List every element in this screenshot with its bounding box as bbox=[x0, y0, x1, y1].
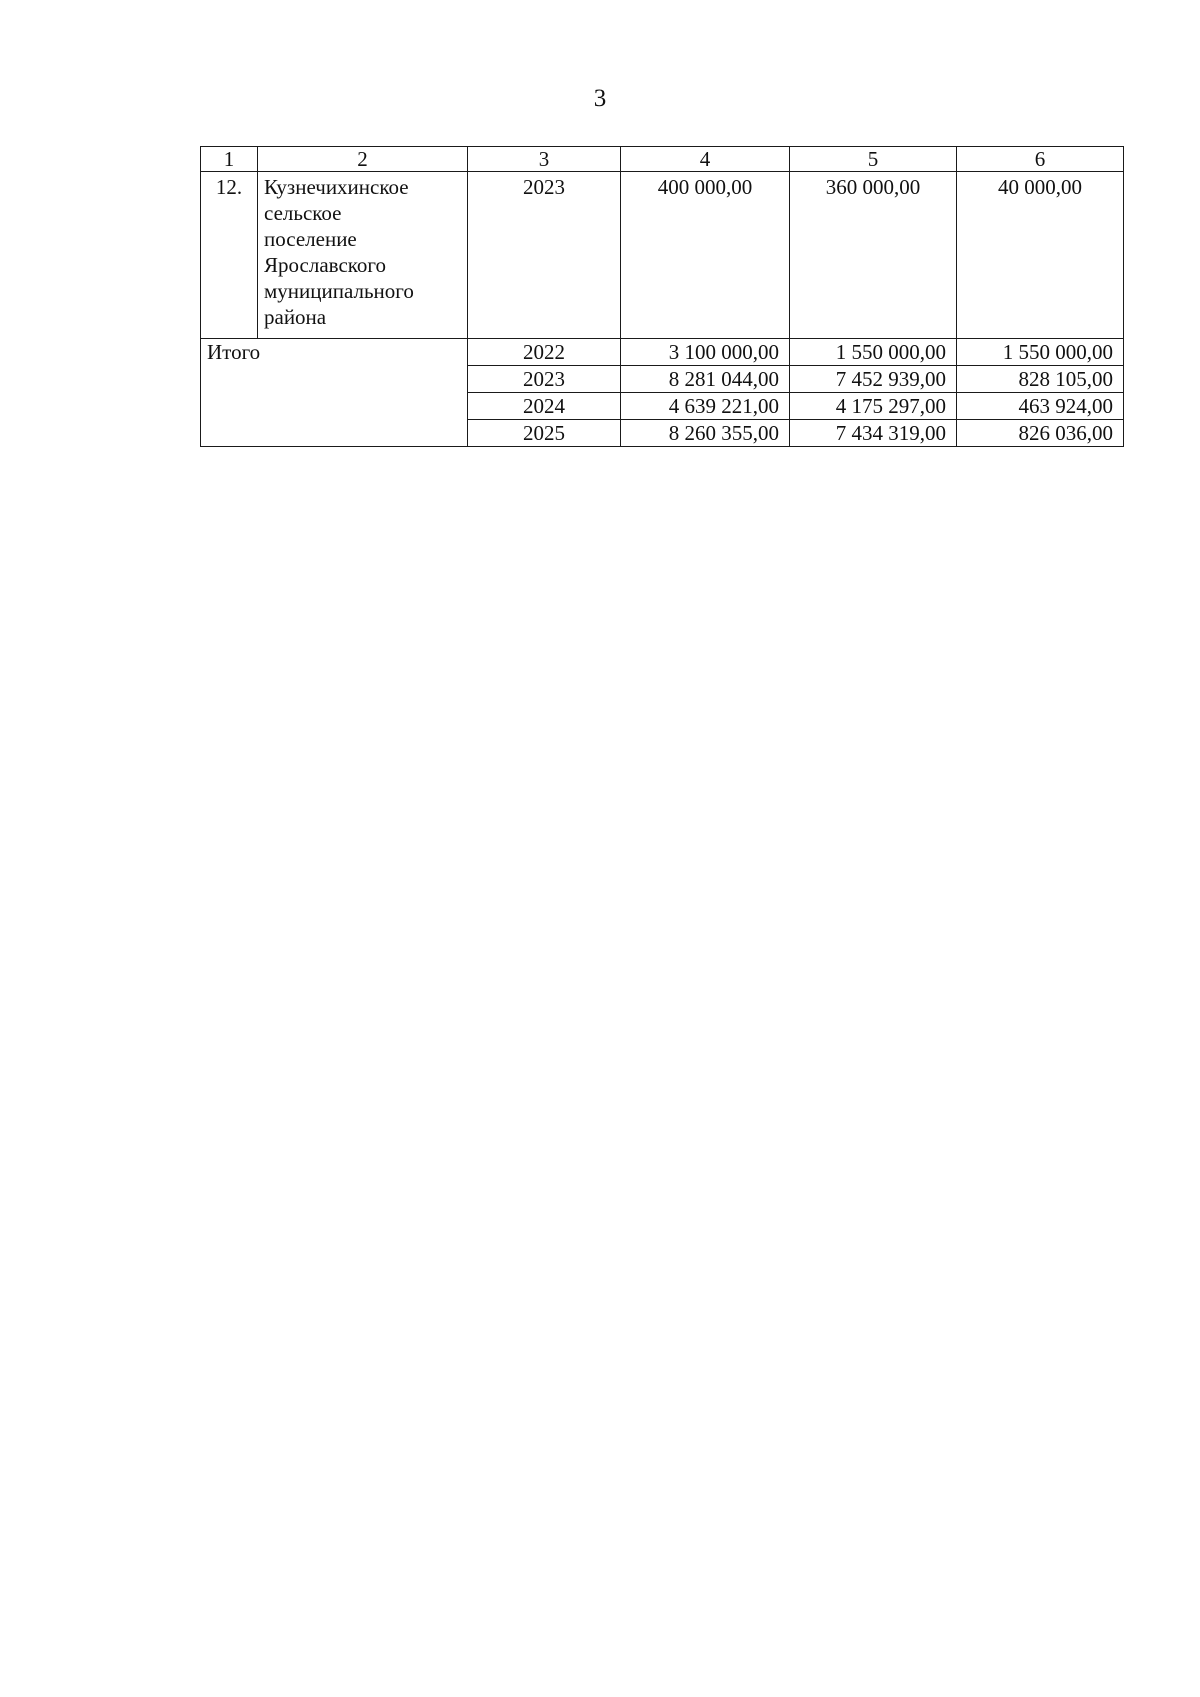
amount-col6: 40 000,00 bbox=[957, 172, 1124, 339]
total-col6: 828 105,00 bbox=[957, 366, 1124, 393]
total-row bbox=[201, 339, 1124, 366]
total-col4: 8 260 355,00 bbox=[621, 420, 790, 447]
total-col4: 3 100 000,00 bbox=[621, 339, 790, 366]
settlement-name-line: поселение bbox=[264, 227, 357, 251]
total-year: 2022 bbox=[468, 339, 621, 366]
settlement-name-line: муниципального bbox=[264, 279, 414, 303]
settlement-name-line: Ярославского bbox=[264, 253, 386, 277]
header-cell-1: 1 bbox=[201, 147, 258, 172]
header-cell-2: 2 bbox=[258, 147, 468, 172]
total-col4: 4 639 221,00 bbox=[621, 393, 790, 420]
settlement-name-line: Кузнечихинское bbox=[264, 175, 409, 199]
total-col6: 463 924,00 bbox=[957, 393, 1124, 420]
header-cell-3: 3 bbox=[468, 147, 621, 172]
total-col5: 7 434 319,00 bbox=[790, 420, 957, 447]
total-year: 2023 bbox=[468, 366, 621, 393]
total-col4: 8 281 044,00 bbox=[621, 366, 790, 393]
header-cell-5: 5 bbox=[790, 147, 957, 172]
row-number: 12. bbox=[201, 172, 258, 339]
table-row bbox=[201, 172, 1124, 339]
budget-table bbox=[200, 146, 1124, 447]
amount-col4: 400 000,00 bbox=[621, 172, 790, 339]
total-year: 2025 bbox=[468, 420, 621, 447]
total-col6: 1 550 000,00 bbox=[957, 339, 1124, 366]
total-col5: 7 452 939,00 bbox=[790, 366, 957, 393]
header-cell-6: 6 bbox=[957, 147, 1124, 172]
amount-col5: 360 000,00 bbox=[790, 172, 957, 339]
total-year: 2024 bbox=[468, 393, 621, 420]
total-col6: 826 036,00 bbox=[957, 420, 1124, 447]
header-cell-4: 4 bbox=[621, 147, 790, 172]
table-header-row bbox=[201, 147, 1124, 172]
settlement-name bbox=[258, 172, 468, 339]
settlement-name-line: района bbox=[264, 305, 327, 329]
total-label: Итого bbox=[201, 339, 468, 447]
page-number: 3 bbox=[593, 85, 607, 112]
settlement-name-line: сельское bbox=[264, 201, 342, 225]
year-cell: 2023 bbox=[468, 172, 621, 339]
total-col5: 1 550 000,00 bbox=[790, 339, 957, 366]
total-col5: 4 175 297,00 bbox=[790, 393, 957, 420]
